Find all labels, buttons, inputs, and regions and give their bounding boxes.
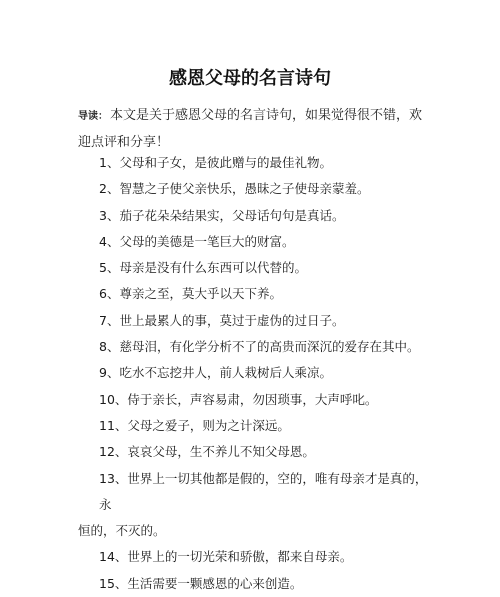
- list-item: 12、哀哀父母，生不养儿不知父母恩。: [99, 444, 315, 460]
- list-item: 15、生活需要一颗感恩的心来创造。: [99, 575, 303, 591]
- page-title: 感恩父母的名言诗句: [169, 68, 331, 89]
- list-item: 11、父母之爱子，则为之计深远。: [99, 417, 290, 433]
- intro-lead-label: 导读：: [78, 111, 108, 122]
- list-item: 2、智慧之子使父亲快乐，愚昧之子使母亲蒙羞。: [99, 181, 370, 197]
- list-item: 13、世界上一切其他都是假的，空的，唯有母亲才是真的，永: [99, 470, 428, 512]
- list-item: 6、尊亲之至，莫大乎以天下养。: [99, 286, 282, 302]
- list-item: 10、侍于亲长，声容易肃，勿因琐事，大声呼叱。: [99, 391, 378, 407]
- list-item: 14、世界上的一切光荣和骄傲，都来自母亲。: [99, 549, 353, 565]
- intro-paragraph: [78, 103, 430, 156]
- list-item: 8、慈母泪，有化学分析不了的高贵而深沉的爱存在其中。: [99, 339, 420, 355]
- list-item: 9、吃水不忘挖井人，前人栽树后人乘凉。: [99, 365, 332, 381]
- quote-list: [0, 150, 500, 597]
- list-item: 4、父母的美德是一笔巨大的财富。: [99, 233, 295, 249]
- list-item: 3、茄子花朵朵结果实，父母话句句是真话。: [99, 207, 345, 223]
- intro-text: 本文是关于感恩父母的名言诗句，如果觉得很不错，欢迎点评和分享！: [78, 108, 423, 150]
- list-item: 7、世上最累人的事，莫过于虚伪的过日子。: [99, 312, 345, 328]
- list-item-continuation: 恒的，不灭的。: [78, 523, 166, 539]
- list-item: 1、父母和子女，是彼此赠与的最佳礼物。: [99, 155, 332, 170]
- list-item: 5、母亲是没有什么东西可以代替的。: [99, 260, 307, 276]
